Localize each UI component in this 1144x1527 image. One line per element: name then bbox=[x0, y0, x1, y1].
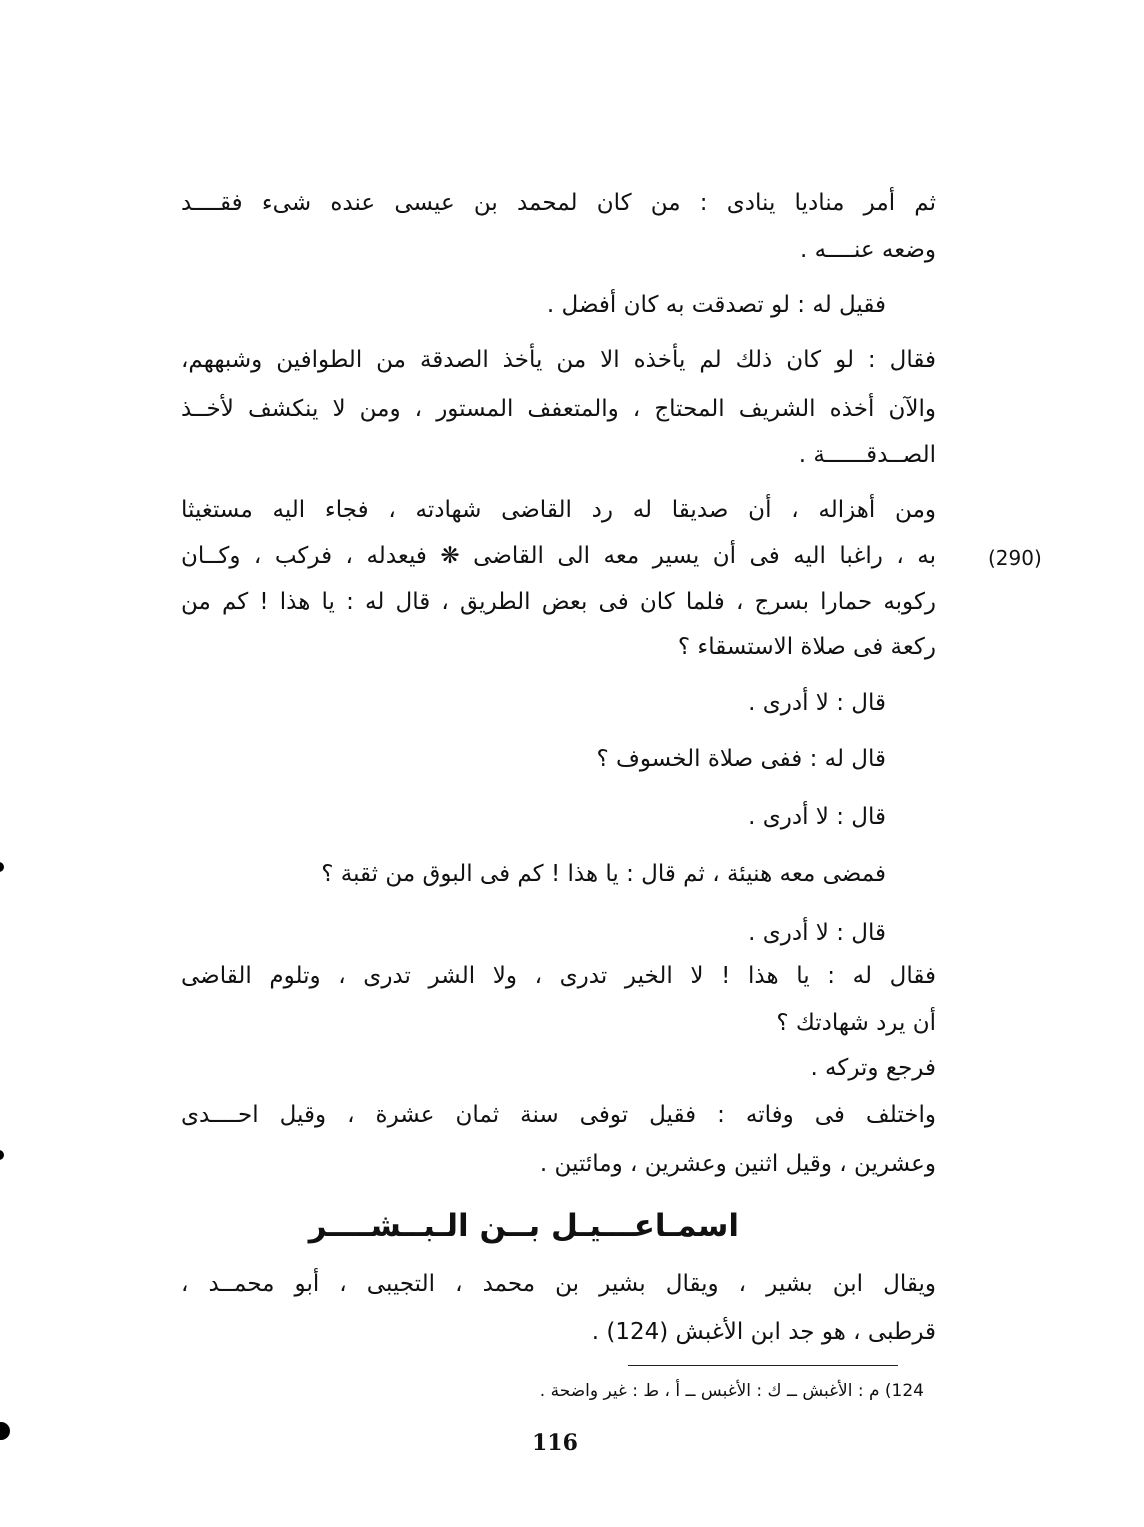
text-line: أن يرد شهادتك ؟ bbox=[776, 1010, 936, 1036]
text-line: ركوبه حمارا بسرج ، فلما كان فى بعض الطريق ، قال له : يا هذا ! كم من bbox=[181, 589, 936, 615]
text-line: فقال : لو كان ذلك لم يأخذه الا من يأخذ الصدقة من الطوافين وشبههم، bbox=[181, 347, 936, 373]
text-line: وعشرين ، وقيل اثنين وعشرين ، ومائتين . bbox=[539, 1151, 936, 1177]
binding-hole-mark bbox=[0, 1422, 10, 1440]
text-line: قال له : ففى صلاة الخسوف ؟ bbox=[596, 746, 886, 772]
section-heading: اسمـاعـــيـل بــن الـبــشــــر bbox=[308, 1208, 739, 1244]
page-number: 116 bbox=[532, 1430, 578, 1456]
text-line: واختلف فى وفاته : فقيل توفى سنة ثمان عشرة ، وقيل احــــدى bbox=[181, 1102, 936, 1128]
text-line: قرطبى ، هو جد ابن الأغبش (124) . bbox=[591, 1319, 936, 1345]
text-line: فرجع وتركه . bbox=[810, 1055, 936, 1081]
text-line: فقيل له : لو تصدقت به كان أفضل . bbox=[546, 292, 886, 318]
text-line: الصــدقــــــة . bbox=[798, 442, 936, 468]
text-line: ثم أمر مناديا ينادى : من كان لمحمد بن عيسى عنده شىء فقــــد bbox=[181, 190, 936, 216]
footnote-divider bbox=[628, 1365, 898, 1366]
text-line: قال : لا أدرى . bbox=[748, 804, 886, 830]
text-line: فقال له : يا هذا ! لا الخير تدرى ، ولا الشر تدرى ، وتلوم القاضى bbox=[181, 963, 936, 989]
binding-hole-mark bbox=[0, 862, 4, 872]
text-line: ركعة فى صلاة الاستسقاء ؟ bbox=[677, 634, 936, 660]
text-line: ويقال ابن بشير ، ويقال بشير بن محمد ، التجيبى ، أبو محمــد ، bbox=[181, 1271, 936, 1297]
text-line: به ، راغبا اليه فى أن يسير معه الى القاضى ❋ فيعدله ، فركب ، وكــان bbox=[181, 543, 936, 569]
text-line: فمضى معه هنيئة ، ثم قال : يا هذا ! كم فى البوق من ثقبة ؟ bbox=[321, 861, 886, 887]
text-line: ومن أهزاله ، أن صديقا له رد القاضى شهادته ، فجاء اليه مستغيثا bbox=[181, 497, 936, 523]
text-line: والآن أخذه الشريف المحتاج ، والمتعفف المستور ، ومن لا ينكشف لأخــذ bbox=[181, 396, 936, 422]
margin-number: (290) bbox=[988, 546, 1042, 570]
footnote: 124) م : الأغبش ــ ك : الأغبس ــ أ ، ط : غير واضحة . bbox=[539, 1381, 924, 1401]
text-line: قال : لا أدرى . bbox=[748, 920, 886, 946]
text-line: قال : لا أدرى . bbox=[748, 690, 886, 716]
text-line: وضعه عنــــه . bbox=[800, 237, 936, 263]
binding-hole-mark bbox=[0, 1150, 4, 1160]
